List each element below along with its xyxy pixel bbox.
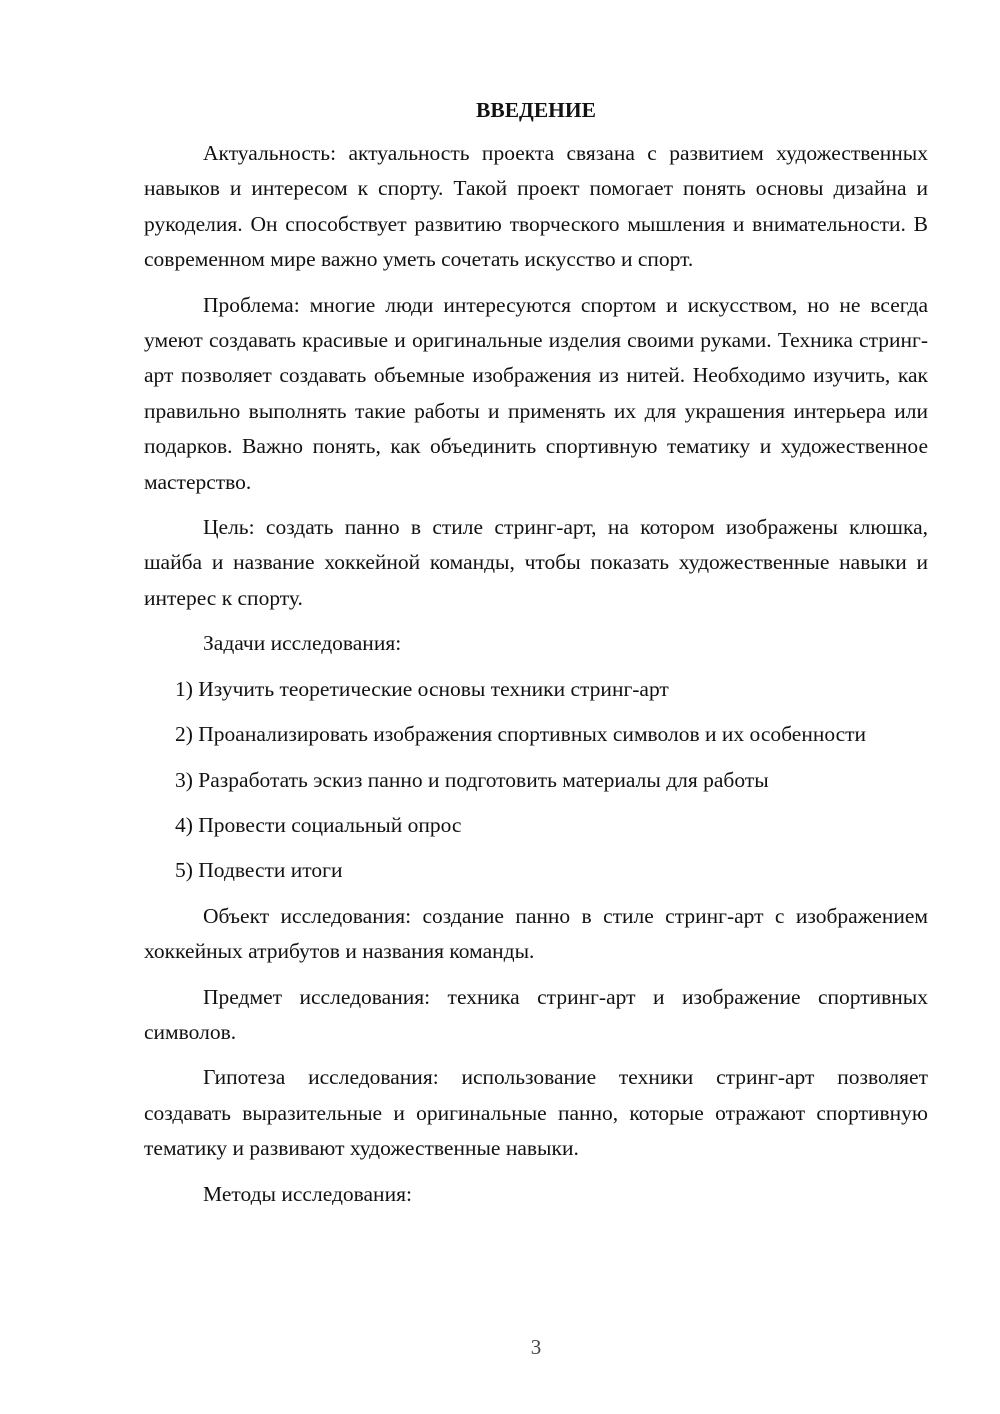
page-number: 3 bbox=[530, 1335, 542, 1359]
paragraph-subject: Предмет исследования: техника стринг-арт и изображение спортивных символов. bbox=[144, 984, 928, 1044]
paragraph-object: Объект исследования: создание панно в стиле стринг-арт с изображением хоккейных атрибутов и названия команды. bbox=[144, 903, 928, 964]
task-item-4: 4) Провести социальный опрос bbox=[175, 812, 462, 837]
section-title: ВВЕДЕНИЕ bbox=[476, 98, 596, 122]
task-item-1: 1) Изучить теоретические основы техники стринг-арт bbox=[175, 676, 669, 701]
paragraph-problem: Проблема: многие люди интересуются спортом и искусством, но не всегда умеют создавать красивые и оригинальные изделия своими руками. Техника стринг-арт позволяет создавать объемные изображения из нитей. Необходимо изучить, как правильно выполнять такие работы и применять их для украшения интерьера или подарков. Важно понять, как объединить спортивную тематику и художественное мастерство. bbox=[144, 292, 928, 494]
paragraph-methods: Методы исследования: bbox=[203, 1181, 412, 1206]
task-item-5: 5) Подвести итоги bbox=[175, 858, 343, 883]
paragraph-tasks-heading: Задачи исследования: bbox=[203, 631, 402, 656]
task-item-2: 2) Проанализировать изображения спортивных символов и их особенности bbox=[175, 722, 867, 747]
task-item-3: 3) Разработать эскиз панно и подготовить материалы для работы bbox=[175, 767, 769, 792]
paragraph-hypothesis: Гипотеза исследования: использование техники стринг-арт позволяет создавать выразительные и оригинальные панно, которые отражают спортивную тематику и развивают художественные навыки. bbox=[144, 1065, 928, 1161]
document-page bbox=[144, 92, 928, 1222]
paragraph-goal: Цель: создать панно в стиле стринг-арт, на котором изображены клюшка, шайба и название хоккейной команды, чтобы показать художественные навыки и интерес к спорту. bbox=[144, 515, 928, 610]
paragraph-relevance: Актуальность: актуальность проекта связана с развитием художественных навыков и интересом к спорту. Такой проект помогает понять основы дизайна и рукоделия. Он способствует развитию творческого мышления и внимательности. В современном мире важно уметь сочетать искусство и спорт. bbox=[144, 141, 928, 272]
